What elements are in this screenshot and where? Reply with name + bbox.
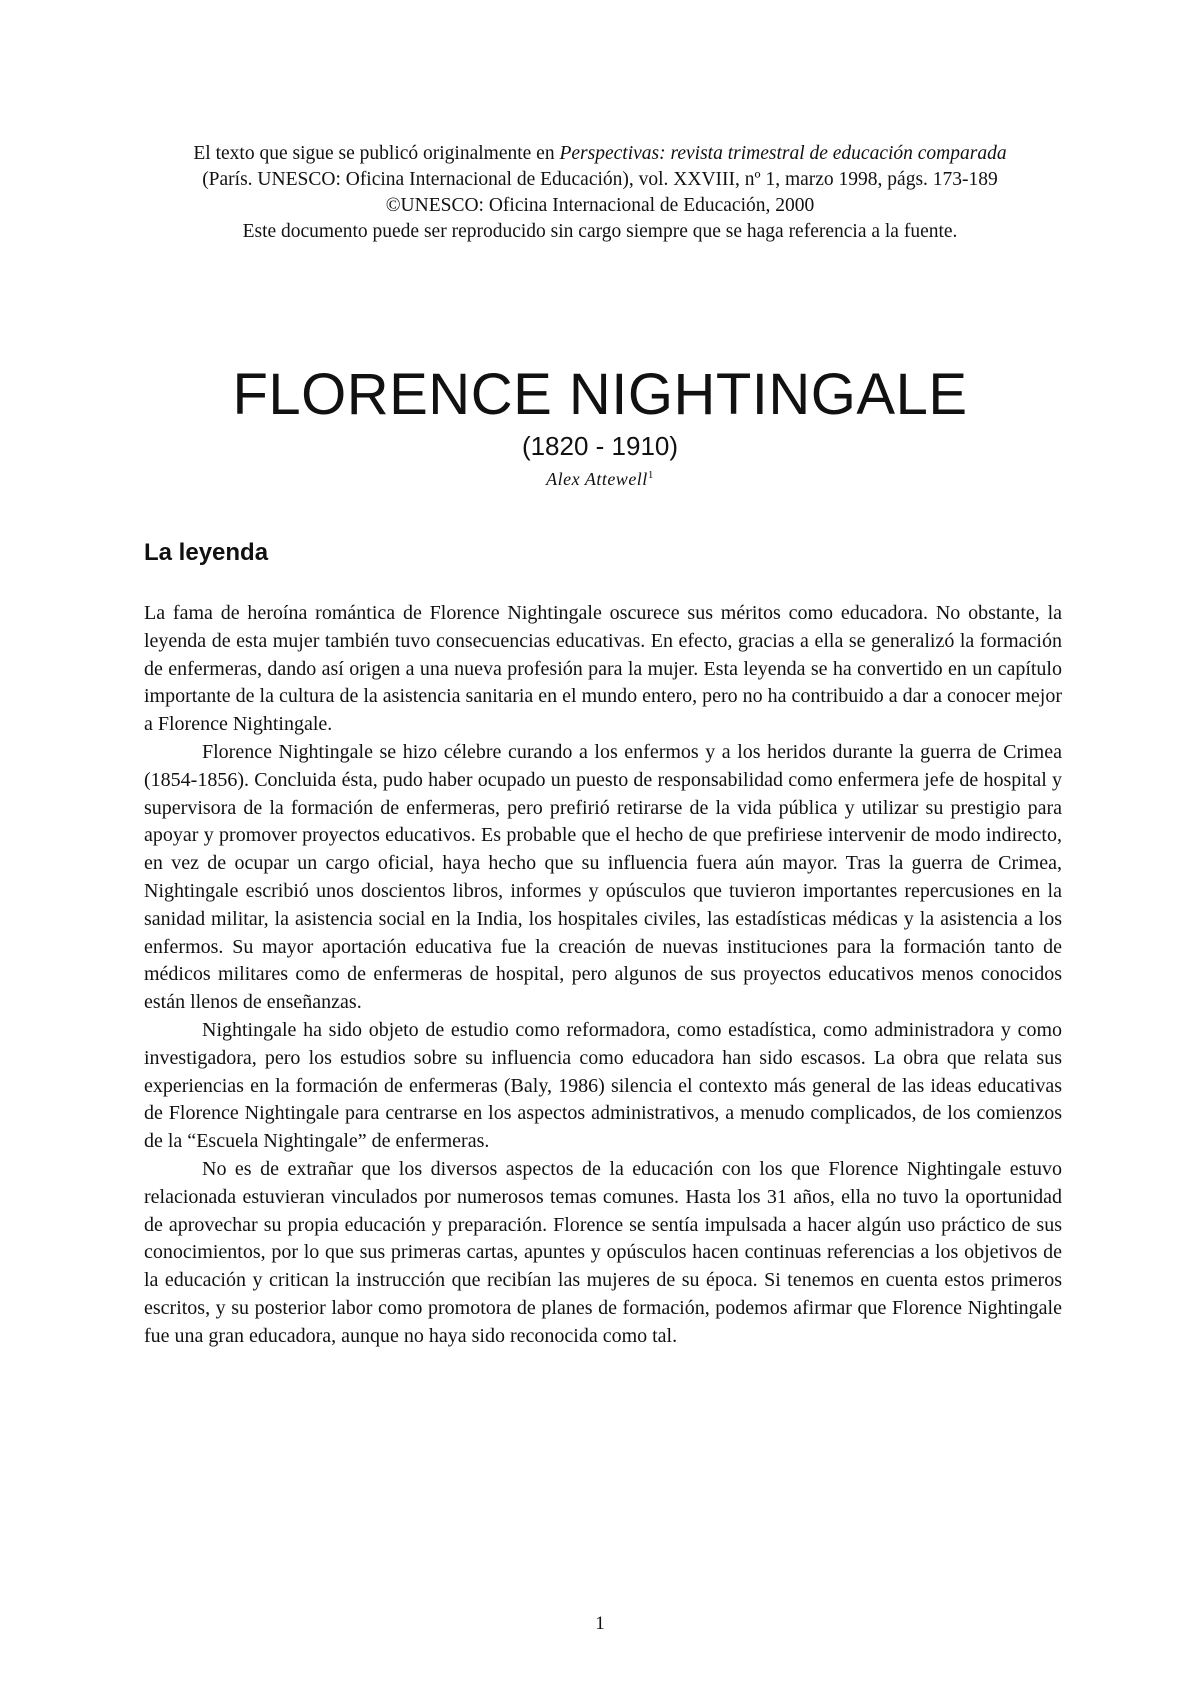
citation-suffix: (París. UNESCO: Oficina Internacional de Educación), vol. XXVIII, nº 1, marzo 1998, págs. 173-189	[202, 169, 998, 190]
paragraph: Nightingale ha sido objeto de estudio como reformadora, como estadística, como administradora y como investigadora, pero los estudios sobre su influencia como educadora han sido escasos. La obra que relata sus experiencias en la formación de enfermeras (Baly, 1986) silencia el contexto más general de las ideas educativas de Florence Nightingale para centrarse en los aspectos administrativos, a menudo complicados, de los comienzos de la “Escuela Nightingale” de enfermeras.	[144, 1018, 1062, 1153]
publication-note	[180, 141, 1020, 245]
journal-title: Perspectivas: revista trimestral de educación comparada	[559, 143, 1007, 164]
citation-line	[180, 141, 1020, 193]
section-heading: La leyenda	[144, 539, 269, 566]
document-title: FLORENCE NIGHTINGALE	[232, 362, 968, 427]
paragraph: Florence Nightingale se hizo célebre curando a los enfermos y a los heridos durante la guerra de Crimea (1854-1856). Concluida ésta, pudo haber ocupado un puesto de responsabilidad como enfermera jefe de hospital y supervisora de la formación de enfermeras, pero prefirió retirarse de la vida pública y utilizar su prestigio para apoyar y promover proyectos educativos. Es probable que el hecho de que prefiriese intervenir de modo indirecto, en vez de ocupar un cargo oficial, haya hecho que su influencia fuera aún mayor. Tras la guerra de Crimea, Nightingale escribió unos doscientos libros, informes y opúsculos que tuvieron importantes repercusiones en la sanidad militar, la asistencia social en la India, los hospitales civiles, las estadísticas médicas y la asistencia a los enfermos. Su mayor aportación educativa fue la creación de nuevas instituciones para la formación tanto de médicos militares como de enfermeras de hospital, pero algunos de sus proyectos educativos menos conocidos están llenos de enseñanzas.	[144, 740, 1062, 1014]
footnote-marker[interactable]: 1	[647, 469, 654, 481]
section-body	[144, 600, 1062, 1351]
paragraph: La fama de heroína romántica de Florence Nightingale oscurece sus méritos como educadora. No obstante, la leyenda de esta mujer también tuvo consecuencias educativas. En efecto, gracias a ella se generalizó la formación de enfermeras, dando así origen a una nueva profesión para la mujer. Esta leyenda se ha convertido en un capítulo importante de la cultura de la asistencia sanitaria en el mundo entero, pero no ha contribuido a dar a conocer mejor a Florence Nightingale.	[144, 602, 1062, 736]
paragraph: No es de extrañar que los diversos aspectos de la educación con los que Florence Nightingale estuvo relacionada estuvieran vinculados por numerosos temas comunes. Hasta los 31 años, ella no tuvo la oportunidad de aprovechar su propia educación y preparación. Florence se sentía impulsada a hacer algún uso práctico de sus conocimientos, por lo que sus primeras cartas, apuntes y opúsculos hacen continuas referencias a los objetivos de la educación y critican la instrucción que recibían las mujeres de su época. Si tenemos en cuenta estos primeros escritos, y su posterior labor como promotora de planes de formación, podemos afirmar que Florence Nightingale fue una gran educadora, aunque no haya sido reconocida como tal.	[144, 1157, 1062, 1347]
page-number: 1	[595, 1613, 605, 1634]
citation-prefix: El texto que sigue se publicó originalmente en	[193, 143, 560, 164]
reproduction-notice: Este documento puede ser reproducido sin cargo siempre que se haga referencia a la fuente.	[242, 221, 958, 242]
life-dates: (1820 - 1910)	[521, 431, 679, 461]
author-line	[300, 467, 900, 491]
copyright-line: ©UNESCO: Oficina Internacional de Educación, 2000	[385, 195, 815, 216]
author-name: Alex Attewell	[546, 469, 648, 489]
